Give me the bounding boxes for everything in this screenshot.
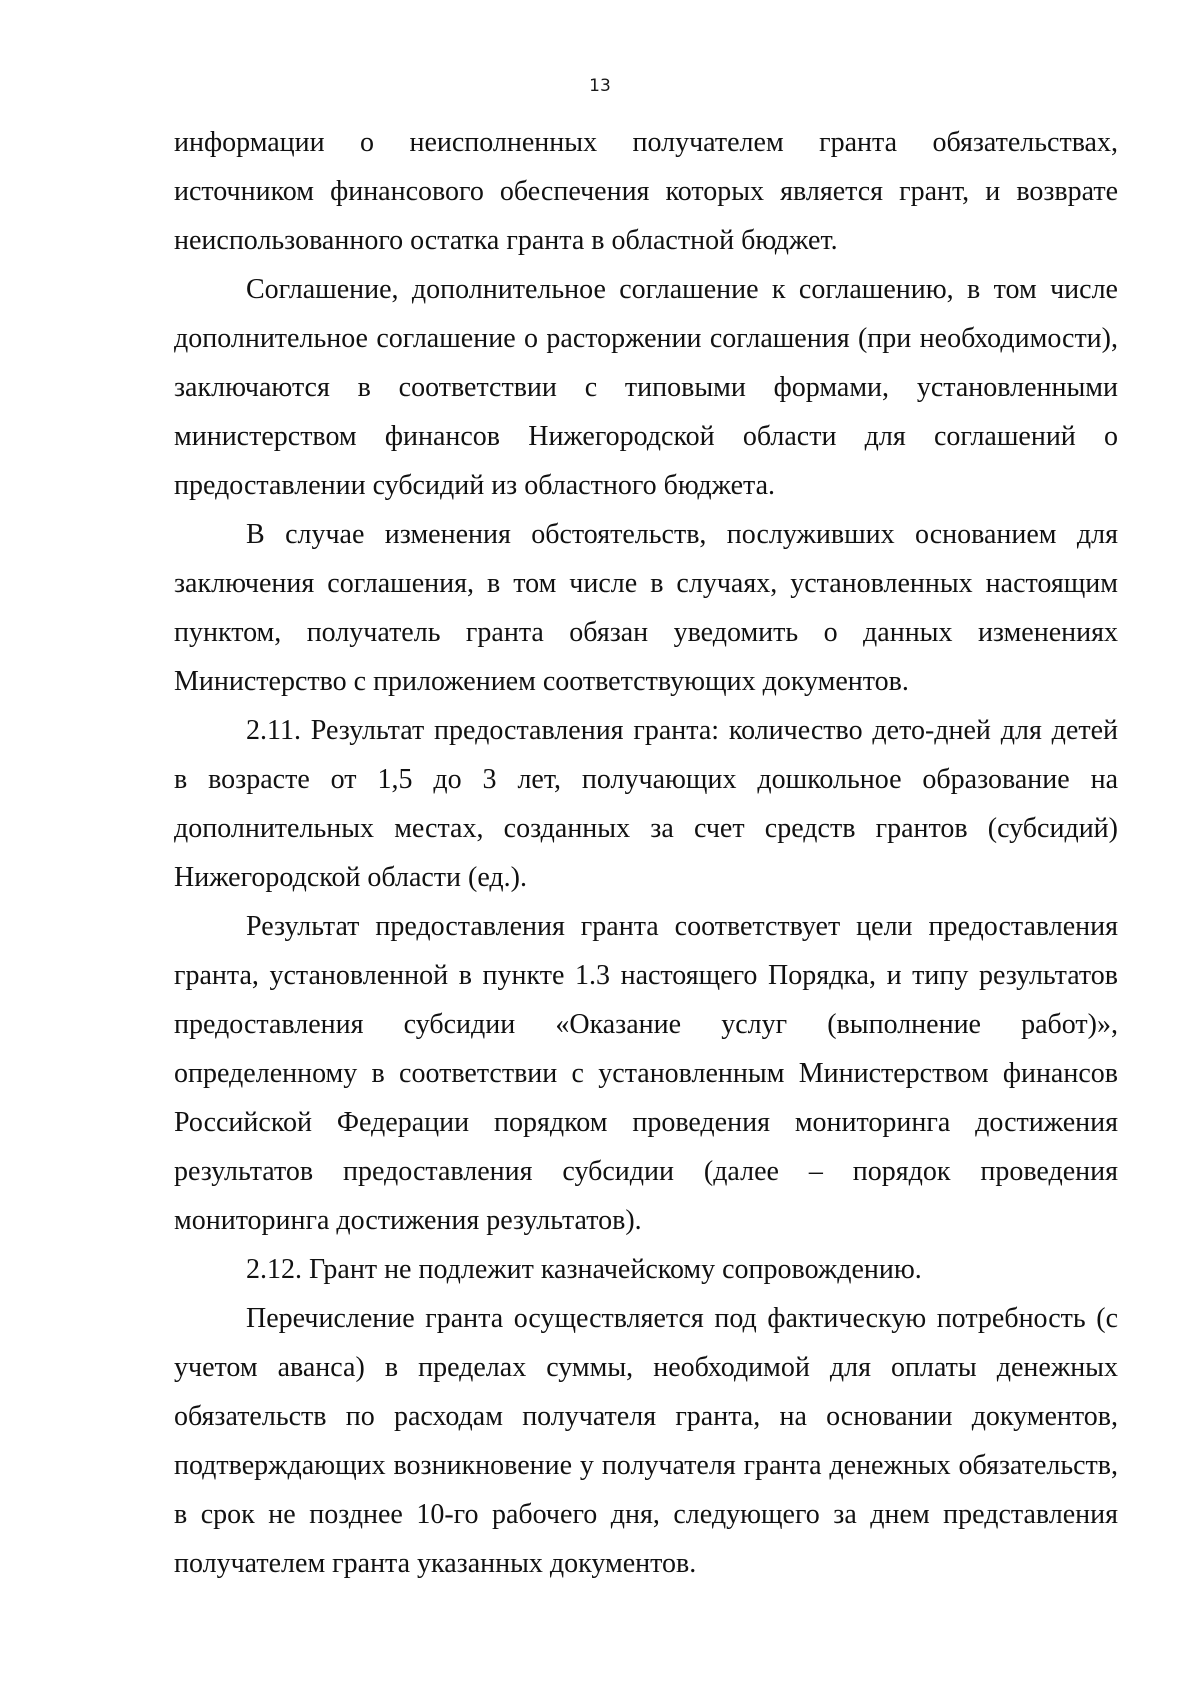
paragraph-section-2-11: 2.11. Результат предоставления гранта: количество дето-дней для детей в возрасте от 1,5 до 3 лет, получающих дошкольное образование на дополнительных местах, созданных за счет средств грантов (субсидий) Нижегородской области (ед.). xyxy=(174,715,1118,893)
paragraph-result-conformity: Результат предоставления гранта соответствует цели предоставления гранта, установленной в пункте 1.3 настоящего Порядка, и типу результатов предоставления субсидии «Оказание услуг (выполнение работ)», определенному в соответствии с установленным Министерством финансов Российской Федерации порядком проведения мониторинга достижения результатов предоставления субсидии (далее – порядок проведения мониторинга достижения результатов). xyxy=(174,911,1118,1236)
paragraph-agreement-forms: Соглашение, дополнительное соглашение к соглашению, в том числе дополнительное соглашение о расторжении соглашения (при необходимости), заключаются в соответствии с типовыми формами, установленными министерством финансов Нижегородской области для соглашений о предоставлении субсидий из областного бюджета. xyxy=(174,274,1118,501)
page-number: 13 xyxy=(589,76,611,96)
paragraph-grant-transfer: Перечисление гранта осуществляется под фактическую потребность (с учетом аванса) в пределах суммы, необходимой для оплаты денежных обязательств по расходам получателя гранта, на основании документов, подтверждающих возникновение у получателя гранта денежных обязательств, в срок не позднее 10-го рабочего дня, следующего за днем представления получателем гранта указанных документов. xyxy=(174,1303,1118,1579)
document-body xyxy=(174,118,1118,1588)
paragraph-continuation: информации о неисполненных получателем гранта обязательствах, источником финансового обеспечения которых является грант, и возврате неиспользованного остатка гранта в областной бюджет. xyxy=(174,127,1118,256)
paragraph-section-2-12: 2.12. Грант не подлежит казначейскому сопровождению. xyxy=(246,1254,922,1285)
paragraph-change-notification: В случае изменения обстоятельств, послуживших основанием для заключения соглашения, в том числе в случаях, установленных настоящим пунктом, получатель гранта обязан уведомить о данных изменениях Министерство с приложением соответствующих документов. xyxy=(174,519,1118,697)
